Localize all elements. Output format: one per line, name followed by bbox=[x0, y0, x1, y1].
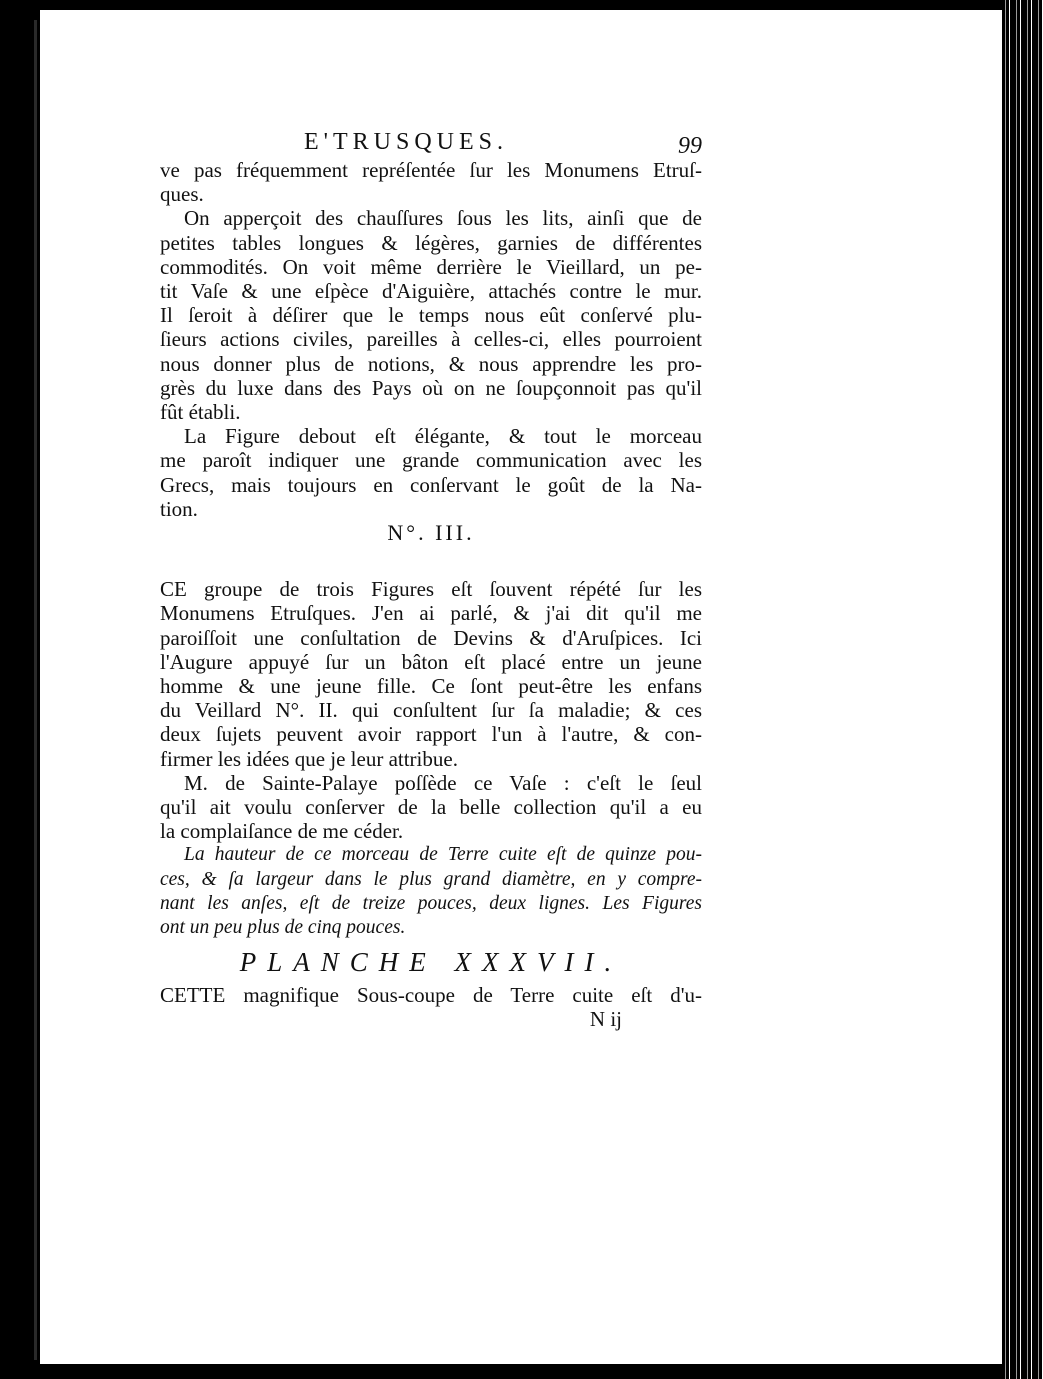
text-line: La Figure debout eſt élégante, & tout le morceau bbox=[184, 424, 702, 449]
text-line: La hauteur de ce morceau de Terre cuite eſt de quinze pou- bbox=[184, 844, 702, 866]
paragraph-1 bbox=[160, 158, 702, 206]
text-line: tion. bbox=[160, 496, 198, 521]
section-heading: N°. III. bbox=[387, 520, 475, 546]
page-number: 99 bbox=[678, 133, 702, 159]
paragraph-4 bbox=[160, 577, 702, 771]
page-text bbox=[160, 128, 702, 1031]
text-line: me paroît indiquer une grande communication avec les bbox=[160, 448, 702, 473]
paragraph-2 bbox=[160, 206, 702, 424]
text-line: CETTE magnifique Sous-coupe de Terre cuite eſt d'u- bbox=[160, 982, 702, 1007]
text-line: petites tables longues & légères, garnies de différentes bbox=[160, 230, 702, 255]
text-line: paroiſſoit une conſultation de Devins & d'Aruſpices. Ici bbox=[160, 625, 702, 650]
paragraph-7 bbox=[160, 983, 702, 1007]
paragraph-6-measurements bbox=[160, 843, 702, 940]
paragraph-5 bbox=[160, 771, 702, 844]
text-line: la complaiſance de me céder. bbox=[160, 819, 404, 844]
text-line: ſieurs actions civiles, pareilles à celles-ci, elles pourroient bbox=[160, 327, 702, 352]
text-line: tit Vaſe & une eſpèce d'Aiguière, attachés contre le mur. bbox=[160, 279, 702, 304]
text-line: Grecs, mais toujours en conſervant le goût de la Na- bbox=[160, 472, 702, 497]
text-line: fût établi. bbox=[160, 400, 241, 425]
text-line: firmer les idées que je leur attribue. bbox=[160, 746, 458, 771]
paragraph-3 bbox=[160, 424, 702, 521]
text-line: CE groupe de trois Figures eſt ſouvent répété ſur les bbox=[160, 577, 702, 602]
text-line: qu'il ait voulu conſerver de la belle collection qu'il a eu bbox=[160, 795, 702, 820]
text-line: Il ſeroit à déſirer que le temps nous eût conſervé plu- bbox=[160, 303, 702, 328]
text-line: ve pas fréquemment repréſentée ſur les Monumens Etruſ- bbox=[160, 158, 702, 182]
signature-mark: N ij bbox=[589, 1006, 622, 1031]
planche-heading: PLANCHE XXXVII. bbox=[239, 947, 623, 978]
text-line: ques. bbox=[160, 182, 204, 207]
text-line: ont un peu plus de cinq pouces. bbox=[160, 917, 406, 939]
page-stack-edge bbox=[1002, 0, 1043, 1379]
running-title: E'TRUSQUES. bbox=[304, 129, 509, 155]
text-line: nant les anſes, eſt de treize pouces, deux lignes. Les Figures bbox=[160, 892, 702, 914]
scan-left-edge bbox=[0, 0, 40, 1379]
text-line: ces, & ſa largeur dans le plus grand diamètre, en y compre- bbox=[160, 868, 702, 890]
text-line: homme & une jeune fille. Ce ſont peut-être les enfans bbox=[160, 674, 702, 699]
text-line: M. de Sainte-Palaye poſſède ce Vaſe : c'eſt le ſeul bbox=[184, 770, 702, 795]
text-line: grès du luxe dans des Pays où on ne ſoupçonnoit pas qu'il bbox=[160, 375, 702, 400]
text-line: du Veillard N°. II. qui conſultent ſur ſa maladie; & ces bbox=[160, 698, 702, 723]
text-line: Monumens Etruſques. J'en ai parlé, & j'ai dit qu'il me bbox=[160, 601, 702, 626]
text-line: deux ſujets peuvent avoir rapport l'un à l'autre, & con- bbox=[160, 722, 702, 747]
text-line: On apperçoit des chauſſures ſous les lits, ainſi que de bbox=[184, 206, 702, 231]
page-header bbox=[160, 128, 702, 158]
text-line: commodités. On voit même derrière le Vieillard, un pe- bbox=[160, 254, 702, 279]
text-line: l'Augure appuyé ſur un bâton eſt placé entre un jeune bbox=[160, 649, 702, 674]
text-line: nous donner plus de notions, & nous apprendre les pro- bbox=[160, 351, 702, 376]
